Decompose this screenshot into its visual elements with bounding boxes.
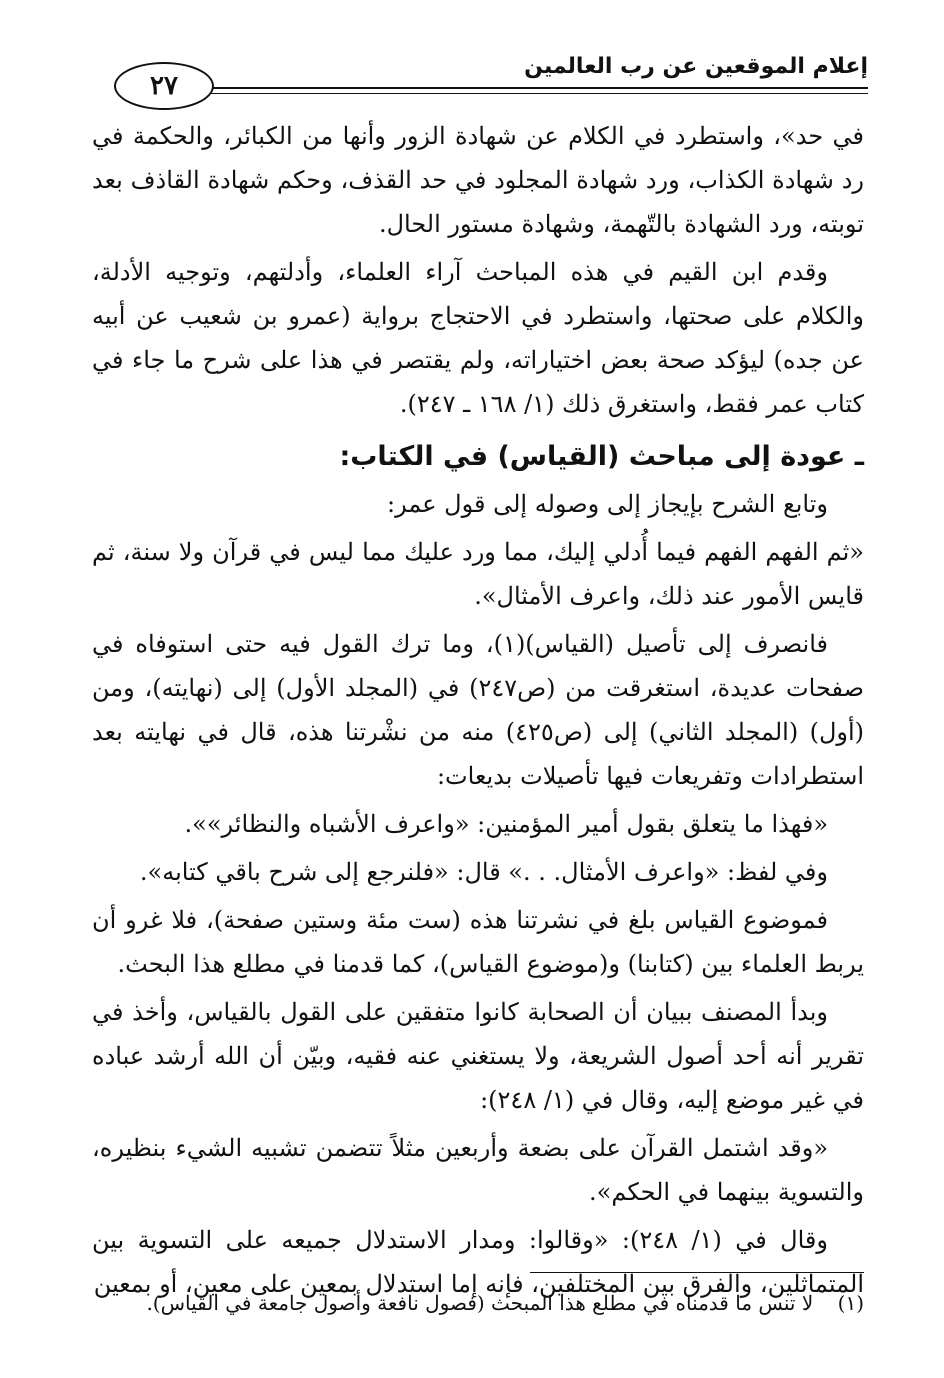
footnote-separator: [530, 1272, 864, 1273]
paragraph: فموضوع القياس بلغ في نشرتنا هذه (ست مئة وستين صفحة)، فلا غرو أن يربط العلماء بين (كتابنا) و(موضوع القياس)، كما قدمنا في مطلع هذا البحث.: [92, 906, 864, 978]
paragraph: وتابع الشرح بإيجاز إلى وصوله إلى قول عمر:: [387, 490, 828, 518]
running-title: إعلام الموقعين عن رب العالمين: [524, 54, 868, 79]
page-header: [88, 40, 868, 110]
paragraph: وقدم ابن القيم في هذه المباحث آراء العلماء، وأدلتهم، وتوجيه الأدلة، والكلام على صحتها، واستطرد في الاحتجاج برواية (عمرو بن شعيب عن أبيه عن جده) ليؤكد صحة بعض اختياراته، ولم يقتصر في هذا على شرح ما جاء في كتاب عمر فقط، واستغرق ذلك (١/ ١٦٨ ـ ٢٤٧).: [92, 258, 864, 418]
header-rule-thin: [196, 93, 868, 94]
paragraph: في حد»، واستطرد في الكلام عن شهادة الزور وأنها من الكبائر، والحكمة في رد شهادة الكذاب، ورد شهادة المجلود في حد القذف، وحكم شهادة القاذف بعد توبته، ورد الشهادة بالتّهمة، وشهادة مستور الحال.: [92, 122, 864, 238]
footnote: [92, 1286, 864, 1320]
footnote-number: (١): [837, 1291, 864, 1315]
paragraph: فانصرف إلى تأصيل (القياس)(١)، وما ترك القول فيه حتى استوفاه في صفحات عديدة، استغرقت من (ص٢٤٧) في (المجلد الأول) إلى (نهايته)، ومن (أول) (المجلد الثاني) إلى (ص٤٢٥) منه من نشْرتنا هذه، قال في نهايته بعد استطرادات وتفريعات فيها تأصيلات بديعات:: [92, 630, 865, 790]
paragraph: وبدأ المصنف ببيان أن الصحابة كانوا متفقين على القول بالقياس، وأخذ في تقرير أنه أحد أصول الشريعة، ولا يستغني عنه فقيه، وبيّن أن الله أرشد عباده في غير موضع إليه، وقال في (١/ ٢٤٨):: [92, 998, 864, 1114]
quote-paragraph: «فهذا ما يتعلق بقول أمير المؤمنين: «واعرف الأشباه والنظائر»».: [184, 810, 828, 838]
paragraph: وفي لفظ: «واعرف الأمثال. . .» قال: «فلنرجع إلى شرح باقي كتابه».: [139, 858, 828, 886]
quote-paragraph: «ثم الفهم الفهم فيما أُدلي إليك، مما ورد عليك مما ليس في قرآن ولا سنة، ثم قايس الأمور عند ذلك، واعرف الأمثال».: [92, 538, 864, 610]
header-rule: [196, 87, 868, 89]
paragraph: وقال في (١/ ٢٤٨): «وقالوا: ومدار الاستدلال جميعه على التسوية بين المتماثلين، والفرق بين المختلفين، فإنه إما استدلال بمعين على معين، أو بمعين: [92, 1226, 864, 1298]
page-number: ٢٧: [114, 62, 214, 110]
section-heading: ـ عودة إلى مباحث (القياس) في الكتاب:: [339, 441, 864, 472]
footnote-text: لا تنس ما قدمناه في مطلع هذا المبحث (فصول نافعة وأصول جامعة في القياس).: [146, 1291, 814, 1315]
body-text: [92, 114, 864, 1310]
quote-paragraph: «وقد اشتمل القرآن على بضعة وأربعين مثلاً تتضمن تشبيه الشيء بنظيره، والتسوية بينهما في الحكم».: [92, 1134, 864, 1206]
